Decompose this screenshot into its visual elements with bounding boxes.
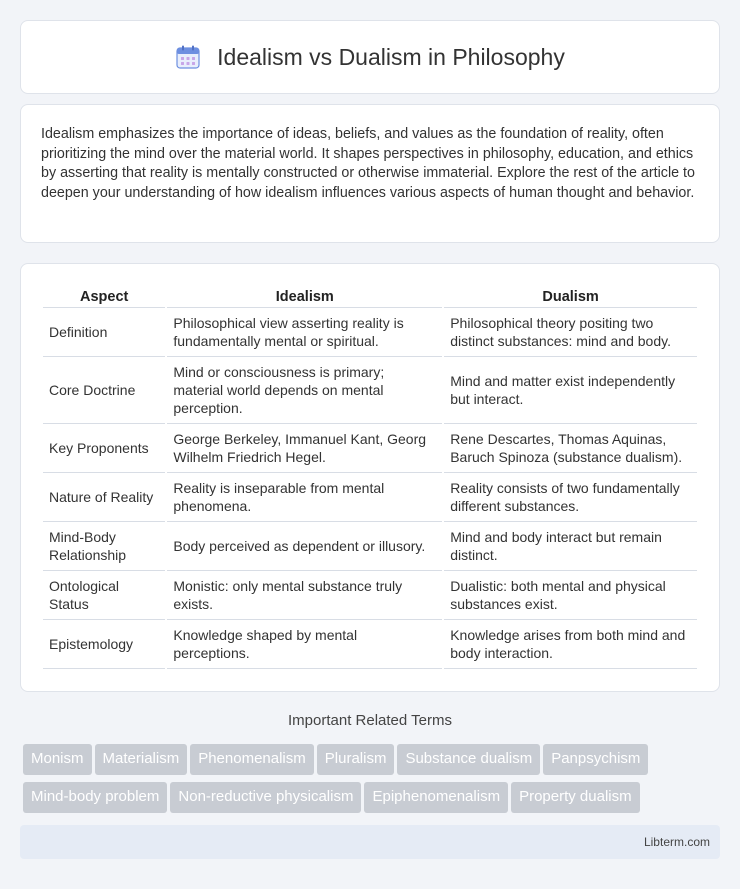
related-terms-list xyxy=(23,744,723,820)
comparison-card xyxy=(20,263,720,692)
cell-dualism: Knowledge arises from both mind and body interaction. xyxy=(444,620,697,669)
cell-dualism: Rene Descartes, Thomas Aquinas, Baruch Spinoza (substance dualism). xyxy=(444,424,697,473)
table-row xyxy=(43,473,697,522)
table-row xyxy=(43,357,697,424)
table-header-row xyxy=(43,284,697,308)
cell-aspect: Definition xyxy=(43,308,165,357)
cell-dualism: Mind and matter exist independently but interact. xyxy=(444,357,697,424)
term-tag[interactable]: Materialism xyxy=(95,744,188,775)
cell-dualism: Dualistic: both mental and physical substances exist. xyxy=(444,571,697,620)
term-tag[interactable]: Panpsychism xyxy=(543,744,648,775)
table-row xyxy=(43,571,697,620)
cell-idealism: George Berkeley, Immanuel Kant, Georg Wilhelm Friedrich Hegel. xyxy=(167,424,442,473)
cell-idealism: Knowledge shaped by mental perceptions. xyxy=(167,620,442,669)
cell-idealism: Reality is inseparable from mental phenomena. xyxy=(167,473,442,522)
table-row xyxy=(43,308,697,357)
table-row xyxy=(43,620,697,669)
cell-idealism: Philosophical view asserting reality is fundamentally mental or spiritual. xyxy=(167,308,442,357)
header-idealism: Idealism xyxy=(167,284,442,308)
table-row xyxy=(43,424,697,473)
header-aspect: Aspect xyxy=(43,284,165,308)
cell-idealism: Mind or consciousness is primary; material world depends on mental perception. xyxy=(167,357,442,424)
cell-idealism: Body perceived as dependent or illusory. xyxy=(167,522,442,571)
term-tag[interactable]: Phenomenalism xyxy=(190,744,314,775)
footer-site-link[interactable]: Libterm.com xyxy=(643,835,710,849)
header-card xyxy=(20,20,720,94)
cell-aspect: Epistemology xyxy=(43,620,165,669)
term-tag[interactable]: Mind-body problem xyxy=(23,782,167,813)
page-title: Idealism vs Dualism in Philosophy xyxy=(217,43,565,70)
cell-dualism: Philosophical theory positing two distinct substances: mind and body. xyxy=(444,308,697,357)
term-tag[interactable]: Pluralism xyxy=(317,744,395,775)
cell-dualism: Reality consists of two fundamentally different substances. xyxy=(444,473,697,522)
term-tag[interactable]: Monism xyxy=(23,744,92,775)
intro-card xyxy=(20,104,720,243)
cell-idealism: Monistic: only mental substance truly exists. xyxy=(167,571,442,620)
cell-aspect: Ontological Status xyxy=(43,571,165,620)
cell-aspect: Mind-Body Relationship xyxy=(43,522,165,571)
cell-aspect: Core Doctrine xyxy=(43,357,165,424)
term-tag[interactable]: Non-reductive physicalism xyxy=(170,782,361,813)
comparison-table xyxy=(41,284,699,669)
cell-aspect: Nature of Reality xyxy=(43,473,165,522)
calendar-icon xyxy=(175,44,201,70)
related-terms-title: Important Related Terms xyxy=(288,712,452,729)
term-tag[interactable]: Substance dualism xyxy=(397,744,540,775)
cell-dualism: Mind and body interact but remain distinct. xyxy=(444,522,697,571)
cell-aspect: Key Proponents xyxy=(43,424,165,473)
table-row xyxy=(43,522,697,571)
term-tag[interactable]: Property dualism xyxy=(511,782,640,813)
intro-text: Idealism emphasizes the importance of ideas, beliefs, and values as the foundation of reality, often prioritizing the mind over the material world. It shapes perspectives in philosophy, education, and ethics by asserting that reality is mentally constructed or otherwise immaterial. Explore the rest of the article to deepen your understanding of how idealism influences various aspects of human thought and behavior. xyxy=(41,126,695,201)
header-dualism: Dualism xyxy=(444,284,697,308)
term-tag[interactable]: Epiphenomenalism xyxy=(364,782,508,813)
footer xyxy=(20,825,720,859)
